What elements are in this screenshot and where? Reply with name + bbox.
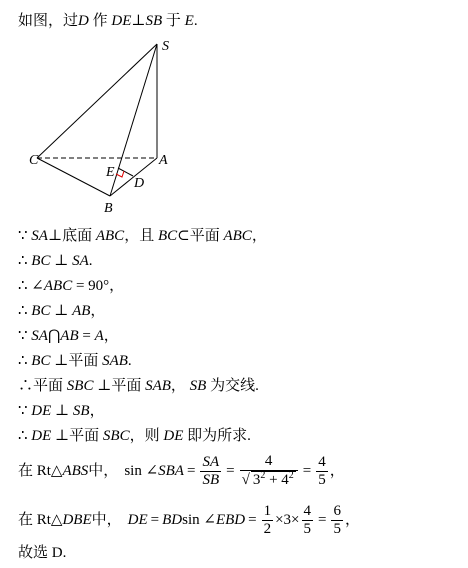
label-C: C [29,153,39,168]
fraction-SA-SB: $\frac{SA}{SB}$ [202,453,220,488]
solution-line-11: 在 Rt△ DBE 中， DE = BD sin ∠ EBD = $\frac{1}{2}$ ×3× $\frac{4}{5}$ = $\frac{6}{5}$ ， [18,502,360,537]
label-E: E [106,165,115,180]
fraction-4-sqrt: $\frac{4}{√ 3^2 + 4^2}$ [240,453,298,489]
solution-line-1: ∵ SA⊥底面 ABC，且 BC⊂平面 ABC， [18,228,267,244]
sqrt-radicand: $3^2 + 4^2$ [252,470,294,488]
solution-line-2: ∴ BC ⊥ SA. [18,253,93,269]
fraction-1-2: $\frac{1}{2}$ [263,502,272,537]
fraction-4-5: $\frac{4}{5}$ [303,502,312,537]
fraction-6-5: $\frac{6}{5}$ [333,502,341,537]
solution-line-3: ∴ ∠ABC = 90°， [18,278,125,294]
segment-DE [118,168,133,176]
solution-line-4: ∴ BC ⊥ AB， [18,303,106,319]
solution-line-6: ∴ BC ⊥平面 SAB. [18,353,132,369]
label-A: A [159,153,168,168]
conclusion-line: 故选 D. [18,545,67,561]
solution-line-7: ∴平面 SBC ⊥平面 SAB， SB 为交线. [18,378,259,394]
solution-line-8: ∵ DE ⊥ SB， [18,403,105,419]
solution-line-5: ∵ SA⋂AB = A， [18,328,119,344]
edge-CB [37,158,110,196]
solution-line-10: 在 Rt△ ABS 中， sin ∠ SBA = $\frac{SA}{SB}$ = $\frac{4}{√ 3^2 + 4^2}$ = $\frac{4}{5}$ ， [18,453,345,488]
label-S: S [162,39,169,54]
solution-line-9: ∴ DE ⊥平面 SBC，则 DE 即为所求. [18,428,251,444]
fraction-4-5: $\frac{4}{5}$ [318,453,326,488]
problem-intro: 如图，过D 作 DE⊥SB 于 E. [18,13,198,29]
label-D: D [134,176,145,191]
label-B: B [104,201,113,216]
